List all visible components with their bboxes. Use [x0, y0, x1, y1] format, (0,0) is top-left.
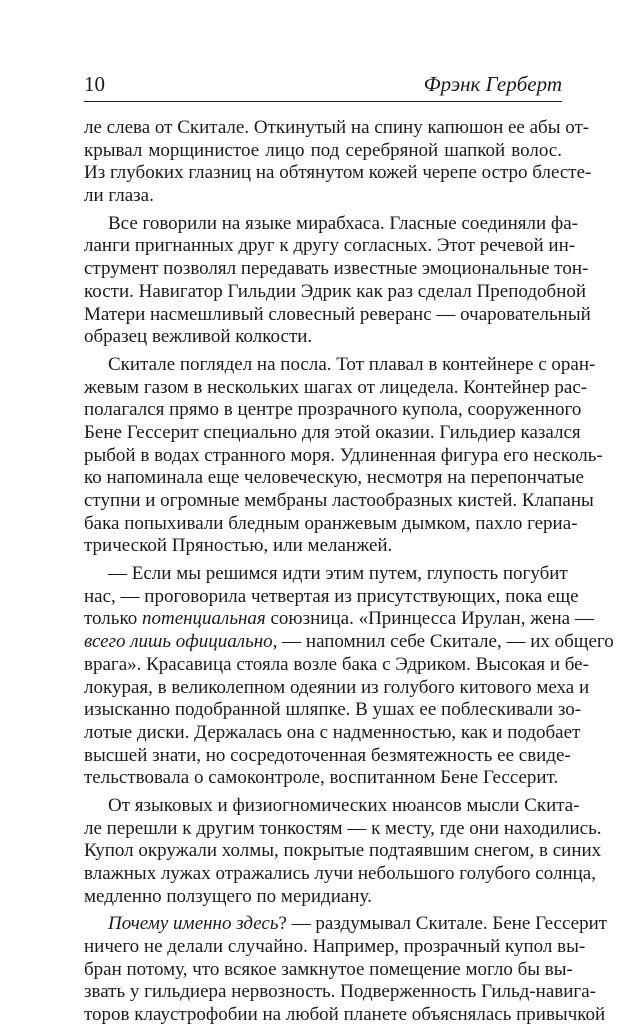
text-line: крывал морщинистое лицо под серебряной шапкой волос.: [84, 139, 562, 161]
running-title: Фрэнк Герберт: [423, 72, 562, 96]
text-line: Из глубоких глазниц на обтянутом кожей черепе остро блесте-: [84, 162, 592, 184]
paragraph: [84, 794, 602, 908]
paragraph: [84, 563, 614, 790]
text-line: [84, 608, 594, 631]
text-line: От языковых и физиогномических нюансов мысли Скита-: [108, 794, 580, 816]
paragraph: [84, 913, 608, 1026]
text-line: бран потому, что всякое замкнутое помещение могло бы вы-: [84, 958, 573, 980]
text-line: высшей знати, но сосредоточенная безмятежность ее свиде-: [84, 744, 571, 766]
text-line: Скитале поглядел на посла. Тот плавал в контейнере с оран-: [108, 353, 596, 375]
italic-run: всего лишь официально,: [84, 631, 278, 653]
text-line: ко напоминала еще человеческую, несмотря на перепончатые: [84, 467, 584, 489]
text-run: только: [84, 608, 142, 630]
text-run: — напомнил себе Скитале, — их общего: [277, 631, 614, 653]
text-line: локурая, в великолепном одеянии из голубого китового меха и: [84, 676, 590, 698]
text-line: — Если мы решимся идти этим путем, глупость погубит: [108, 563, 568, 585]
text-line: нас, — проговорила четвертая из присутствующих, пока еще: [84, 585, 579, 607]
text-line: бака попыхивали бледным оранжевым дымком, пахло гериа-: [84, 512, 578, 534]
text-line: ли глаза.: [84, 185, 154, 207]
text-line: Бене Гессерит специально для этой оказии. Гильдиер казался: [84, 421, 581, 443]
text-line: Купол окружали холмы, покрытые подтаявшим снегом, в синих: [84, 840, 602, 862]
text-line: влажных лужах отражались лучи небольшого голубого солнца,: [84, 863, 596, 884]
paragraph: [84, 353, 603, 558]
page-number: 10: [84, 72, 105, 96]
text-line: ланги пригнанных друг к другу согласных. Этот речевой ин-: [84, 235, 576, 257]
text-line: полагался прямо в центре прозрачного купола, сооруженного: [84, 399, 582, 421]
text-line: образец вежливой колкости.: [84, 326, 313, 348]
text-line: рыбой в водах странного моря. Удлиненная фигура его несколь-: [84, 444, 603, 466]
text-line: медленно ползущего по меридиану.: [84, 885, 372, 907]
text-line: изысканно подобранной шляпке. В ушах ее поблескивали зо-: [84, 699, 582, 721]
text-line: кости. Навигатор Гильдии Эдрик как раз сделал Преподобной: [84, 280, 587, 302]
paragraph: [84, 117, 592, 208]
text-line: торов клаустрофобии на любой планете объяснялась привычкой: [84, 1004, 606, 1026]
text-line: жевым газом в нескольких шагах от лицедела. Контейнер рас-: [84, 376, 588, 398]
text-line: тельствовала о самоконтроле, воспитанном Бене Гессерит.: [84, 767, 559, 789]
text-run: союзница. «Принцесса Ирулан, жена —: [265, 608, 594, 630]
italic-run: потенциальная: [141, 608, 266, 630]
text-line: ничего не делали случайно. Например, прозрачный купол вы-: [84, 936, 586, 958]
running-header: [84, 72, 562, 100]
text-line: врага». Красавица стояла возле бака с Эдриком. Высокая и бе-: [84, 653, 589, 675]
text-line: лотые диски. Держалась она с надменностью, как и подобает: [84, 721, 581, 743]
text-line: ле слева от Скитале. Откинутый на спину капюшон ее абы от-: [84, 117, 590, 138]
text-line: Матери насмешливый словесный реверанс — очаровательный: [84, 303, 591, 325]
italic-run: Почему именно здесь: [108, 913, 279, 935]
text-line: трической Пряностью, или меланжей.: [84, 535, 393, 557]
paragraph: [84, 212, 591, 349]
text-line: [84, 913, 608, 936]
text-line: ле перешли к другим тонкостям — к месту, где они находились.: [84, 817, 602, 839]
text-run: ? — раздумывал Скитале. Бене Гессерит: [278, 913, 608, 935]
text-line: ступни и огромные мембраны ластообразных кистей. Клапаны: [84, 490, 594, 511]
text-line: струмент позволял передавать известные эмоциональные тон-: [84, 258, 589, 280]
body-text: [84, 117, 614, 1032]
text-line: [84, 631, 614, 654]
header-rule: [84, 101, 562, 102]
text-line: Все говорили на языке мирабхаса. Гласные соединяли фа-: [108, 212, 578, 234]
text-line: звать у гильдиера нервозность. Подверженность Гильд-навига-: [84, 981, 596, 1003]
